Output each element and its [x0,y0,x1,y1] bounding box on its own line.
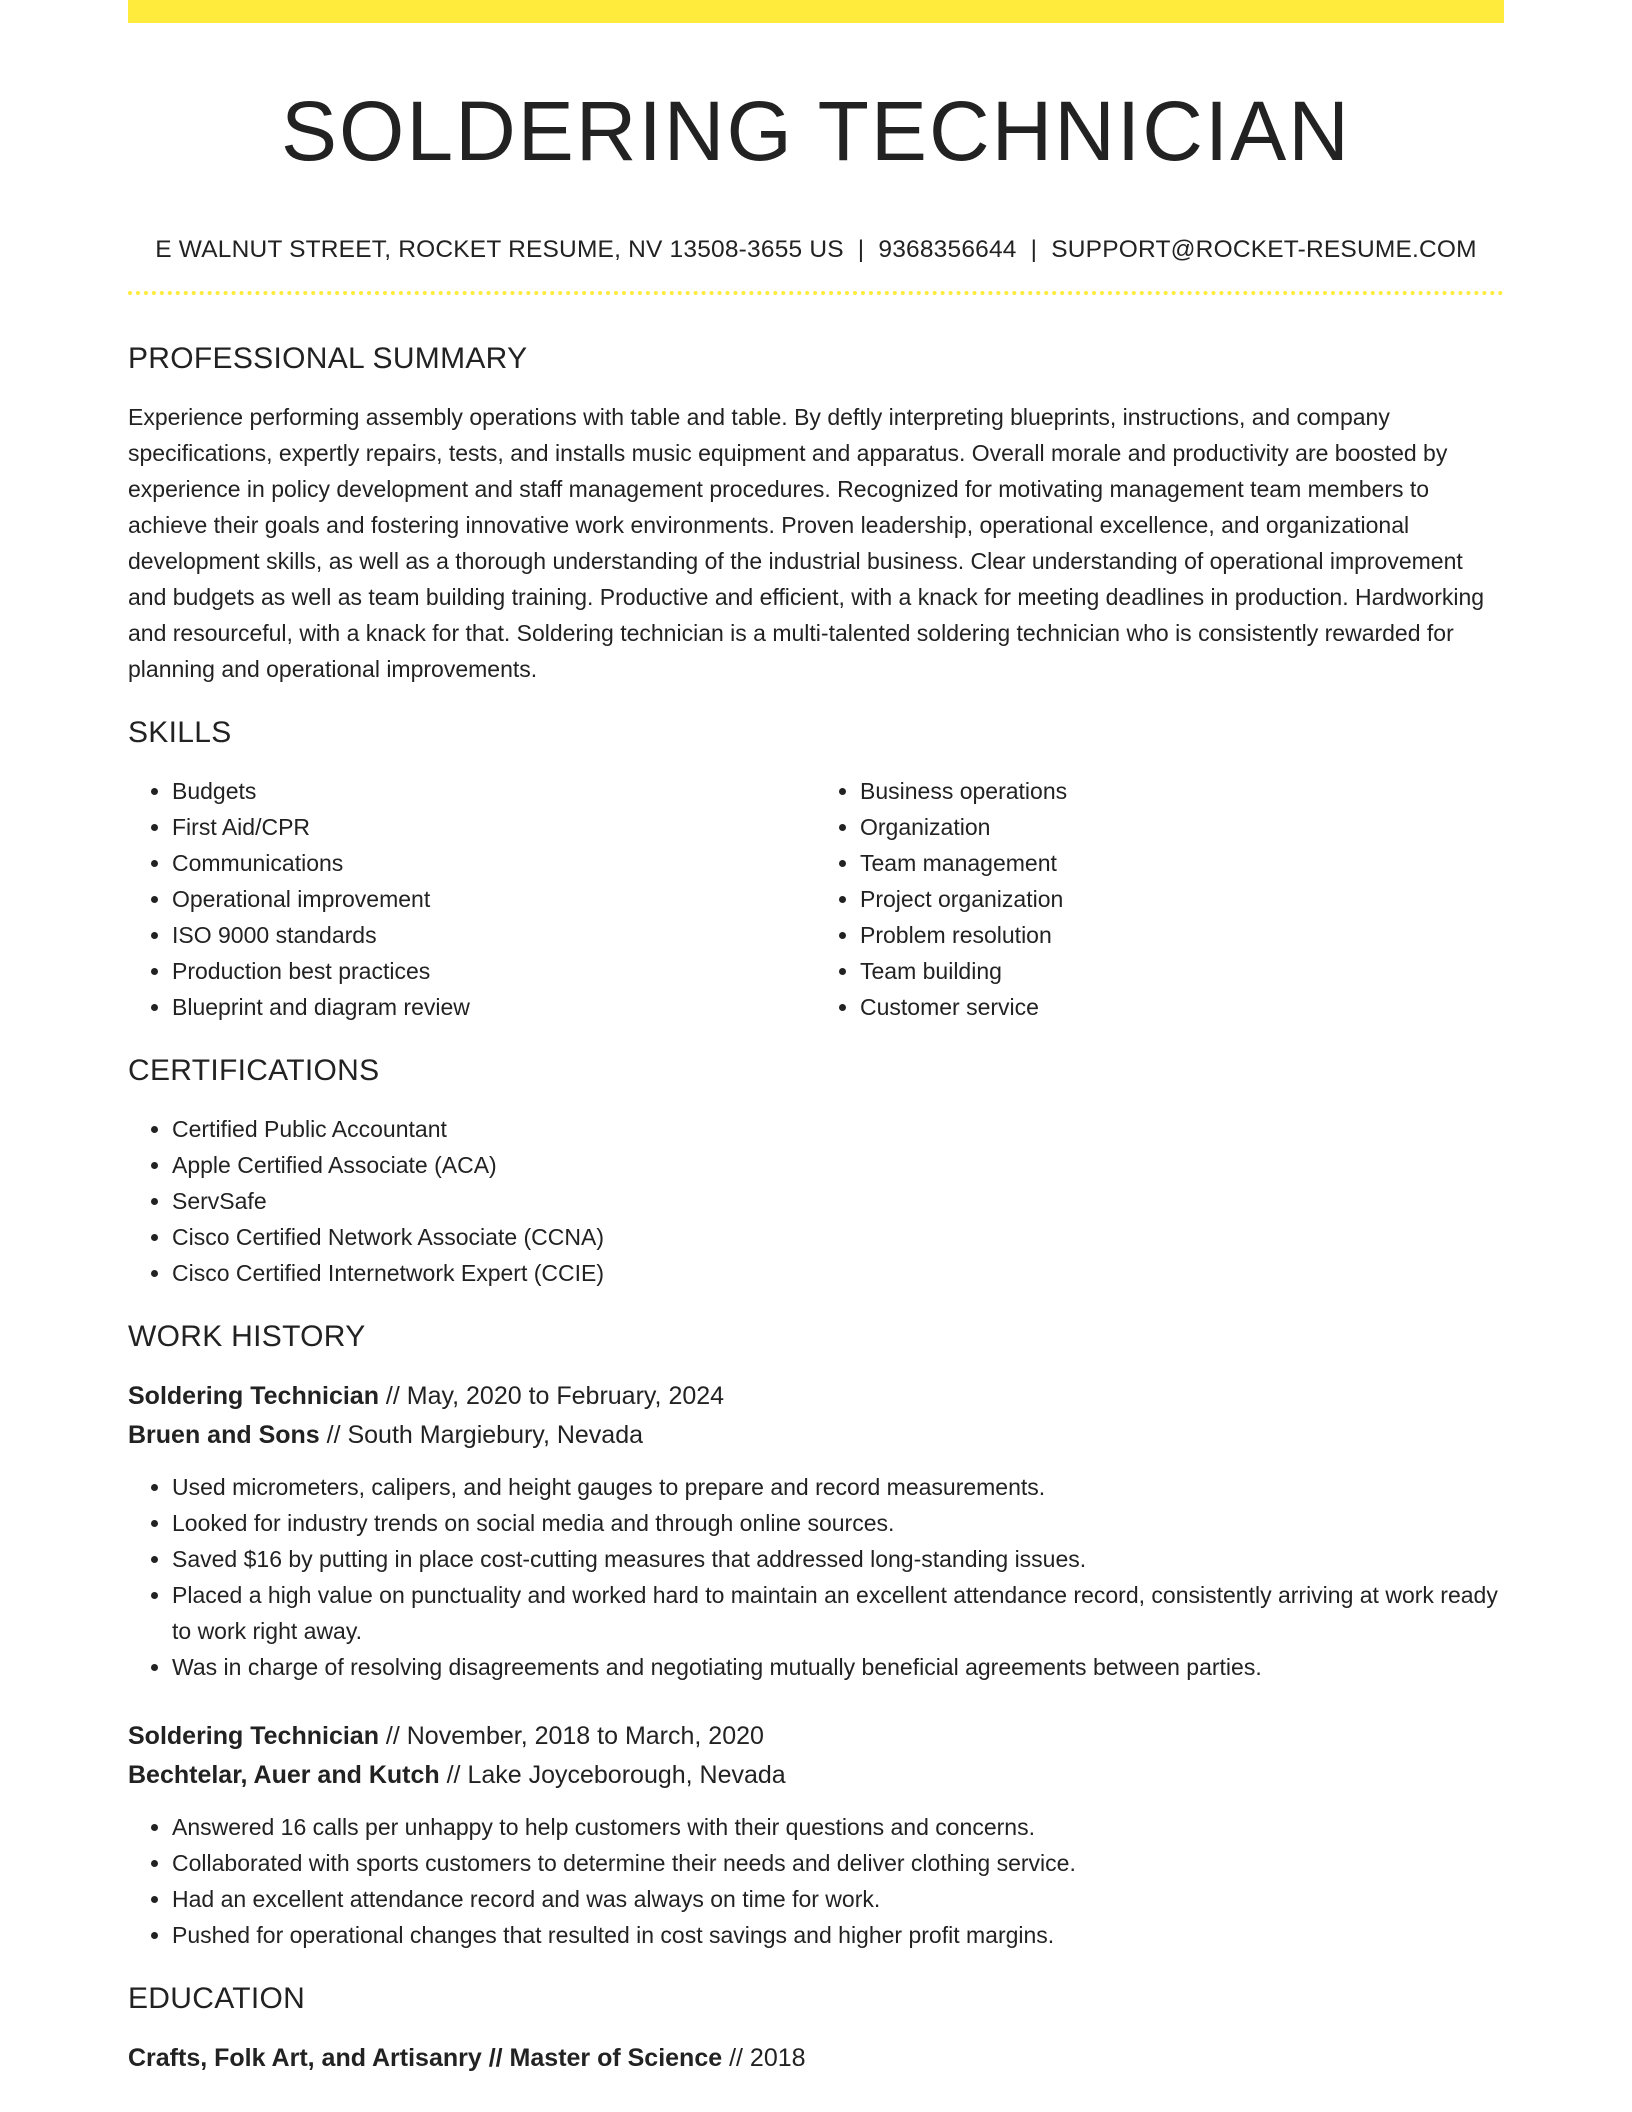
contact-address: E WALNUT STREET, ROCKET RESUME, NV 13508-3655 US [155,236,844,263]
skill-item: • First Aid/CPR [172,809,816,845]
skill-item: • ISO 9000 standards [172,917,816,953]
job-dates: // November, 2018 to March, 2020 [378,1722,764,1750]
certification-item: • Apple Certified Associate (ACA) [172,1147,1504,1183]
job-company: Bechtelar, Auer and Kutch [128,1761,440,1789]
contact-phone: 9368356644 [878,236,1017,263]
job-company-line [128,1416,1504,1455]
certifications-list [128,1111,1504,1291]
skill-item: • Team building [860,953,1504,989]
summary-text: Experience performing assembly operations with table and table. By deftly interpreting blueprints, instructions, and company specifications, expertly repairs, tests, and installs music equipment and apparatus. Overall morale and productivity are boosted by experience in policy development and staff management procedures. Recognized for motivating management team members to achieve their goals and fostering innovative work environments. Proven leadership, operational excellence, and organizational development skills, as well as a thorough understanding of the industrial business. Clear understanding of operational improvement and budgets as well as team building training. Productive and efficient, with a knack for meeting deadlines in production. Hardworking and resourceful, with a knack for that. Soldering technician is a multi-talented soldering technician who is consistently rewarded for planning and operational improvements. [128,404,1485,682]
job-company: Bruen and Sons [128,1421,320,1449]
job-title-line [128,1377,1504,1416]
contact-email[interactable]: SUPPORT@ROCKET-RESUME.COM [1051,236,1477,263]
top-accent-bar [128,0,1504,23]
job-bullet: • Saved $16 by putting in place cost-cutting measures that addressed long-standing issues. [172,1541,1504,1577]
header-divider [128,291,1504,295]
job-title-line [128,1717,1504,1756]
contact-line [128,235,1504,265]
job-bullet: • Looked for industry trends on social media and through online sources. [172,1505,1504,1541]
work-heading: WORK HISTORY [128,1320,366,1353]
job-bullet: • Collaborated with sports customers to determine their needs and deliver clothing service. [172,1845,1504,1881]
job-bullet: • Answered 16 calls per unhappy to help customers with their questions and concerns. [172,1809,1504,1845]
skill-item: • Project organization [860,881,1504,917]
job-bullets [128,1469,1504,1685]
skill-item: • Budgets [172,773,816,809]
certification-item: • ServSafe [172,1183,1504,1219]
skill-item: • Production best practices [172,953,816,989]
job-bullet: • Placed a high value on punctuality and worked hard to maintain an excellent attendance record, consistently arriving at work ready to work right away. [172,1577,1504,1649]
job-bullets [128,1809,1504,1953]
job-title: Soldering Technician [128,1382,379,1410]
skills-heading: SKILLS [128,716,232,749]
contact-separator: | [857,236,865,263]
skill-item: • Communications [172,845,816,881]
education-line [128,2039,1504,2078]
job-company-line [128,1756,1504,1795]
job-bullet: • Pushed for operational changes that resulted in cost savings and higher profit margins. [172,1917,1504,1953]
job-location: // Lake Joyceborough, Nevada [439,1761,786,1789]
summary-heading: PROFESSIONAL SUMMARY [128,342,528,375]
contact-separator: | [1030,236,1038,263]
skills-list-left [128,773,816,1025]
skill-item: • Organization [860,809,1504,845]
certification-item: • Cisco Certified Network Associate (CCNA) [172,1219,1504,1255]
skill-item: • Business operations [860,773,1504,809]
skill-item: • Operational improvement [172,881,816,917]
education-degree: Crafts, Folk Art, and Artisanry // Master of Science [128,2044,723,2072]
job-entry [128,1717,1504,1953]
skill-item: • Problem resolution [860,917,1504,953]
job-location: // South Margiebury, Nevada [319,1421,644,1449]
skill-item: • Team management [860,845,1504,881]
skill-item: • Customer service [860,989,1504,1025]
resume-page [128,0,1504,2078]
job-dates: // May, 2020 to February, 2024 [378,1382,725,1410]
certification-item: • Cisco Certified Internetwork Expert (CCIE) [172,1255,1504,1291]
skills-columns [128,773,1504,1025]
job-title: Soldering Technician [128,1722,379,1750]
certification-item: • Certified Public Accountant [172,1111,1504,1147]
skills-list-right [816,773,1504,1025]
education-heading: EDUCATION [128,1982,306,2015]
job-bullet: • Was in charge of resolving disagreements and negotiating mutually beneficial agreements between parties. [172,1649,1504,1685]
job-bullet: • Had an excellent attendance record and was always on time for work. [172,1881,1504,1917]
skill-item: • Blueprint and diagram review [172,989,816,1025]
resume-name: SOLDERING TECHNICIAN [281,84,1351,178]
certifications-heading: CERTIFICATIONS [128,1054,380,1087]
job-bullet: • Used micrometers, calipers, and height gauges to prepare and record measurements. [172,1469,1504,1505]
education-year: // 2018 [722,2044,806,2072]
job-entry [128,1377,1504,1685]
